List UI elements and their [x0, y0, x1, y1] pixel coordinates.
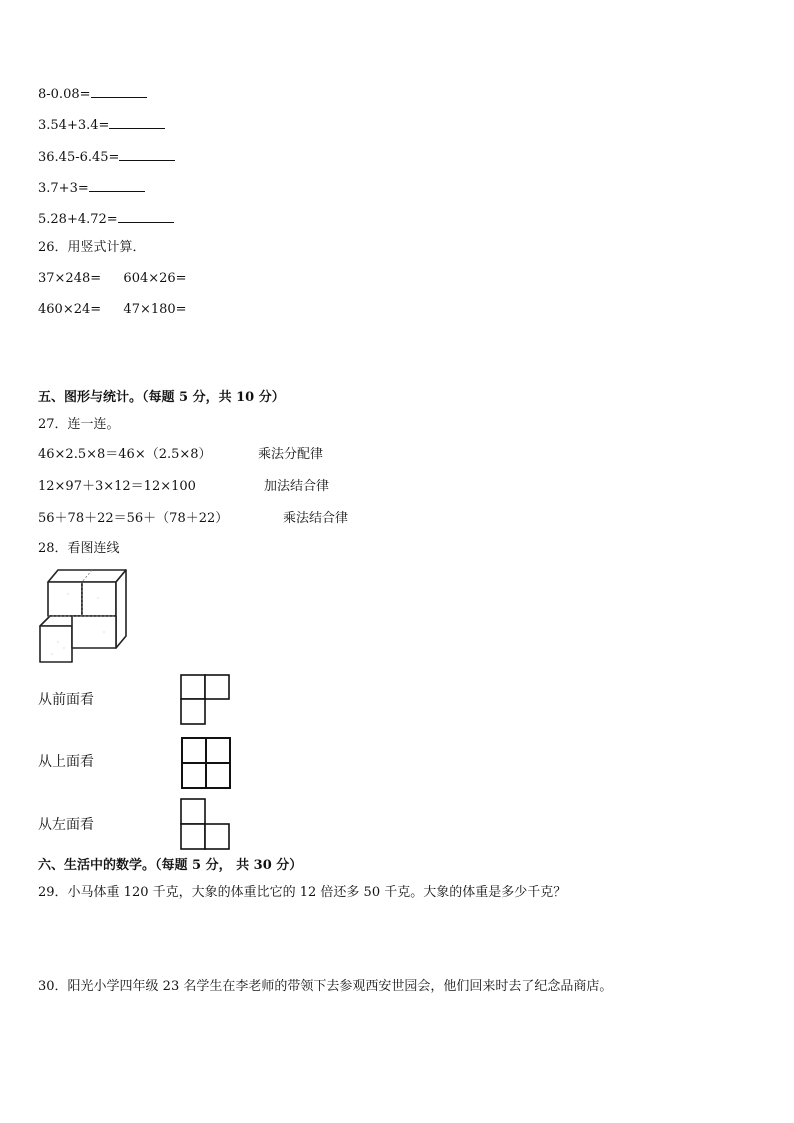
q27-law-2[interactable]: 加法结合律: [264, 479, 330, 494]
arith-row-2: [38, 114, 165, 135]
q26-row-1: [38, 270, 187, 288]
answer-blank[interactable]: [89, 177, 145, 192]
q26-title: 26．用竖式计算．: [38, 240, 146, 255]
front-view-grid[interactable]: [180, 674, 230, 726]
q28-title: 28．看图连线: [38, 541, 120, 556]
answer-blank[interactable]: [118, 208, 174, 223]
arith-expression: 3.7+3=: [38, 181, 89, 196]
arith-expression: 8-0.08=: [38, 87, 91, 102]
answer-blank[interactable]: [119, 146, 175, 161]
left-view-label[interactable]: 从左面看: [38, 817, 94, 833]
cube-stack-figure: [38, 568, 134, 666]
arith-expression: 5.28+4.72=: [38, 212, 118, 227]
q26-expression: 37×248=: [38, 271, 102, 286]
q27-expression-2[interactable]: 12×97＋3×12＝12×100: [38, 479, 196, 494]
q27-expression-1[interactable]: 46×2.5×8＝46×（2.5×8）: [38, 447, 212, 462]
q27-expression-3[interactable]: 56＋78＋22＝56＋（78＋22）: [38, 511, 229, 526]
front-view-grid-icon: [180, 674, 230, 726]
top-view-grid[interactable]: [180, 736, 232, 790]
q29-text: 29．小马体重 120 千克，大象的体重比它的 12 倍还多 50 千克。大象的体重是多少千克？: [38, 885, 567, 900]
section-6-title: 六、生活中的数学。（每题 5 分， 共 30 分）: [38, 858, 303, 873]
q26-row-2: [38, 301, 187, 319]
arith-row-5: [38, 208, 174, 229]
left-view-grid[interactable]: [180, 797, 230, 851]
top-view-grid-icon: [180, 736, 232, 790]
answer-blank[interactable]: [91, 83, 147, 98]
arith-row-4: [38, 177, 145, 198]
left-view-grid-icon: [180, 797, 230, 851]
q26-expression: 47×180=: [123, 302, 187, 317]
answer-blank[interactable]: [109, 114, 165, 129]
q27-title: 27．连一连。: [38, 417, 120, 432]
cube-stack-icon: [38, 568, 134, 666]
arith-row-3: [38, 146, 175, 167]
q30-text: 30．阳光小学四年级 23 名学生在李老师的带领下去参观西安世园会，他们回来时去了纪念品商店。: [38, 979, 613, 994]
arith-row-1: [38, 83, 147, 104]
top-view-label[interactable]: 从上面看: [38, 754, 94, 770]
q26-expression: 460×24=: [38, 302, 102, 317]
arith-expression: 3.54+3.4=: [38, 118, 110, 133]
q27-law-3[interactable]: 乘法结合律: [283, 511, 349, 526]
q26-expression: 604×26=: [123, 271, 187, 286]
front-view-label[interactable]: 从前面看: [38, 692, 94, 708]
q27-law-1[interactable]: 乘法分配律: [258, 447, 324, 462]
section-5-title: 五、图形与统计。（每题 5 分，共 10 分）: [38, 390, 285, 405]
arith-expression: 36.45-6.45=: [38, 150, 120, 165]
